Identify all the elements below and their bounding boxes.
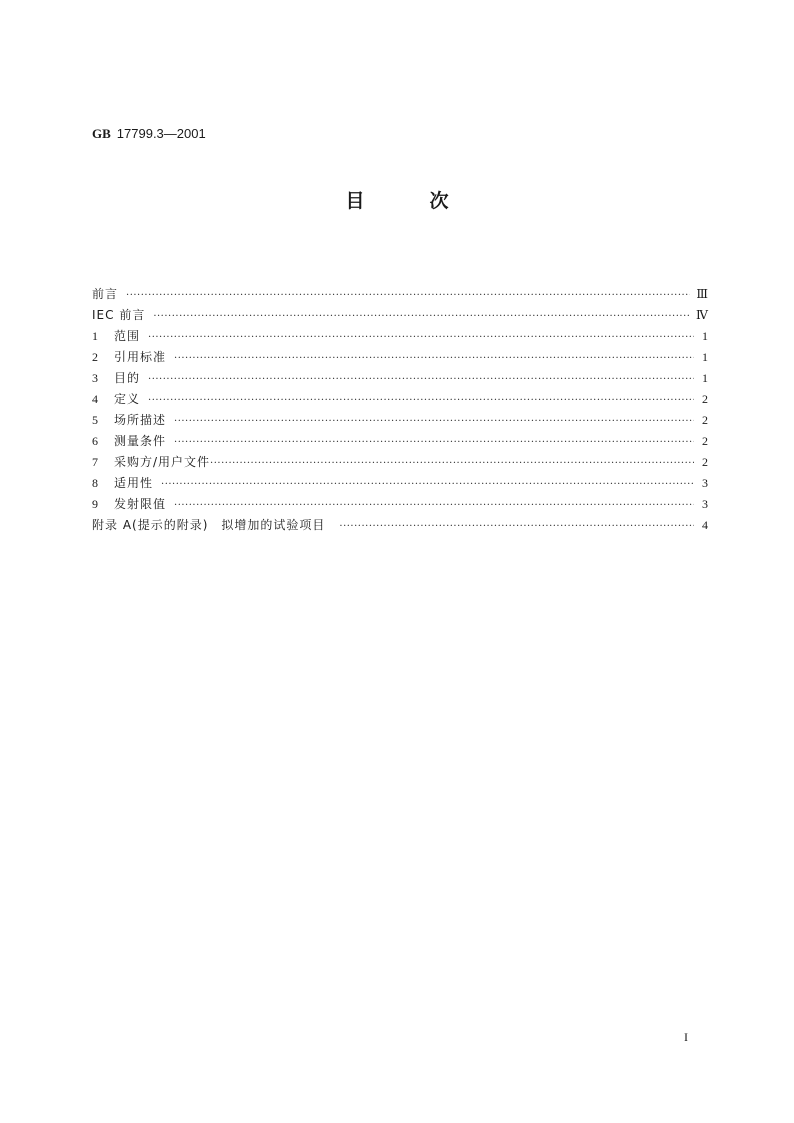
toc-leader-dots xyxy=(153,306,690,327)
toc-entry-4[interactable] xyxy=(92,389,708,410)
toc-entry-3[interactable] xyxy=(92,368,708,389)
toc-entry-number: 7 xyxy=(92,455,98,469)
toc-entry-text: 定义 xyxy=(114,392,141,406)
toc-leader-dots xyxy=(148,327,694,348)
toc-entry-8[interactable] xyxy=(92,473,708,494)
toc-entry-number: 5 xyxy=(92,413,98,427)
toc-leader-dots xyxy=(210,453,694,474)
toc-entry-2[interactable] xyxy=(92,347,708,368)
toc-entry-page: 3 xyxy=(702,476,708,490)
toc-entry-page: 3 xyxy=(702,497,708,511)
toc-entry-number: 2 xyxy=(92,350,98,364)
toc-entry-page: 1 xyxy=(702,329,708,343)
toc-entry-page: 2 xyxy=(702,392,708,406)
toc-entry-6[interactable] xyxy=(92,431,708,452)
toc-entry-page: 4 xyxy=(702,518,708,532)
toc-entry-page: 2 xyxy=(702,413,708,427)
toc-leader-dots xyxy=(148,369,694,390)
toc-entry-number: 6 xyxy=(92,434,98,448)
toc-leader-dots xyxy=(339,516,694,537)
toc-entry-number: 9 xyxy=(92,497,98,511)
toc-entry-text: 前言 xyxy=(92,287,119,301)
toc-entry-text: 适用性 xyxy=(114,476,154,490)
toc-entry-text: 范围 xyxy=(114,329,141,343)
standard-number: 17799.3—2001 xyxy=(116,126,206,141)
toc-entry-page: 2 xyxy=(702,434,708,448)
toc-entry-text: 测量条件 xyxy=(114,434,167,448)
toc-leader-dots xyxy=(174,348,694,369)
standard-prefix: GB xyxy=(92,126,111,141)
toc-entry-text: 发射限值 xyxy=(114,497,167,511)
toc-leader-dots xyxy=(174,495,694,516)
toc-entry-7[interactable] xyxy=(92,452,708,473)
toc-entry-page: Ⅳ xyxy=(696,308,708,322)
toc-entry-annex-a[interactable] xyxy=(92,515,708,536)
toc-entry-page: 1 xyxy=(702,371,708,385)
toc-entry-page: 1 xyxy=(702,350,708,364)
toc-leader-dots xyxy=(148,390,694,411)
toc-entry-number: 8 xyxy=(92,476,98,490)
toc-entry-text: 附录 A(提示的附录) 拟增加的试验项目 xyxy=(92,518,326,532)
toc-entry-text: 场所描述 xyxy=(114,413,167,427)
table-of-contents xyxy=(92,284,708,536)
page-title xyxy=(0,190,794,212)
toc-entry-text: 采购方/用户文件 xyxy=(114,455,211,469)
toc-entry-iec-preface[interactable] xyxy=(92,305,708,326)
standard-code xyxy=(92,126,206,142)
toc-entry-1[interactable] xyxy=(92,326,708,347)
toc-entry-preface[interactable] xyxy=(92,284,708,305)
footer-page-number: I xyxy=(684,1030,688,1044)
toc-entry-page: Ⅲ xyxy=(696,287,708,301)
toc-entry-text: 目的 xyxy=(114,371,141,385)
toc-leader-dots xyxy=(174,432,694,453)
toc-leader-dots xyxy=(174,411,694,432)
toc-entry-text: 引用标准 xyxy=(114,350,167,364)
toc-entry-5[interactable] xyxy=(92,410,708,431)
toc-entry-number: 4 xyxy=(92,392,98,406)
toc-entry-number: 1 xyxy=(92,329,98,343)
toc-entry-9[interactable] xyxy=(92,494,708,515)
page-title-char-2: 次 xyxy=(429,190,449,212)
toc-entry-number: 3 xyxy=(92,371,98,385)
toc-entry-text: IEC 前言 xyxy=(92,308,146,322)
page-title-char-1: 目 xyxy=(345,190,365,212)
toc-leader-dots xyxy=(126,285,690,306)
toc-entry-page: 2 xyxy=(702,455,708,469)
toc-leader-dots xyxy=(161,474,694,495)
